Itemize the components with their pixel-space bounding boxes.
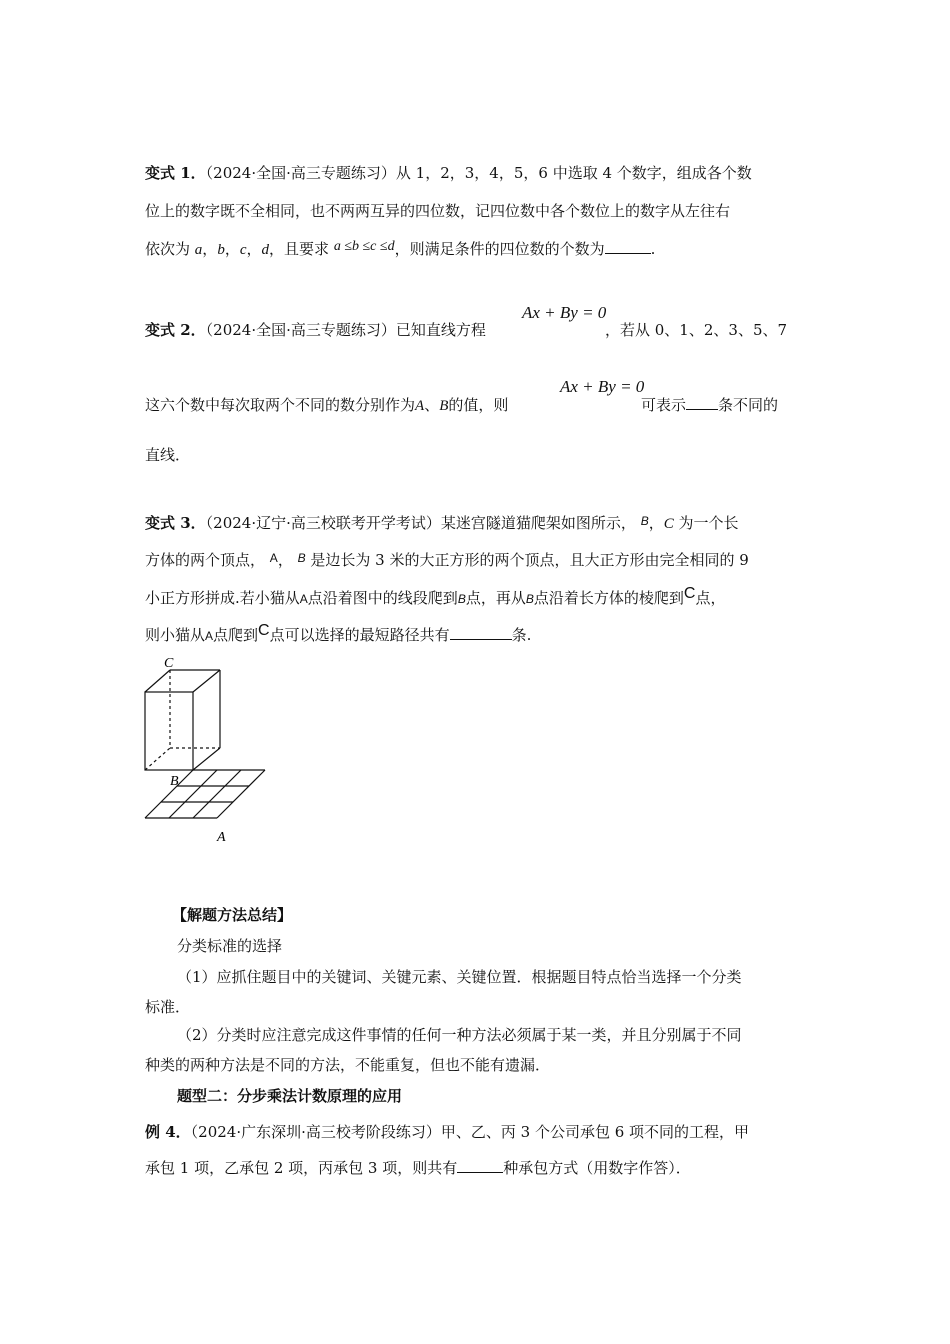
variant-3-line-1 — [145, 513, 739, 534]
variant-3-text: 则小猫从 — [145, 626, 206, 644]
sep: 、 — [424, 396, 440, 414]
example-4-line-1 — [145, 1122, 749, 1142]
point-C: C — [683, 585, 696, 602]
variant-2-source: （2024·全国·高三专题练习） — [205, 321, 396, 339]
section-heading: 题型二：分步乘法计数原理的应用 — [177, 1087, 403, 1105]
answer-blank[interactable] — [450, 625, 512, 640]
point-A: A — [299, 592, 308, 606]
equation-1: Ax + By = 0 — [522, 303, 607, 322]
point-C: C — [663, 516, 674, 532]
sep: ， — [246, 240, 262, 258]
variant-1-text: 从 1，2，3，4，5，6 中选取 4 个数字，组成各个数 — [395, 164, 752, 182]
point-A: A — [205, 629, 214, 643]
variant-1-line-2 — [145, 201, 730, 221]
point-B: B — [640, 514, 649, 528]
variant-2-text: 这六个数中每次取两个不同的数分别作为 — [145, 396, 416, 414]
variant-2-line-2b — [641, 395, 778, 415]
variant-3-text: 点沿着长方体的棱爬到 — [533, 589, 684, 607]
variant-3-text: 方体的两个顶点， — [145, 551, 266, 569]
maze-figure — [130, 650, 280, 850]
variant-3-line-4 — [145, 622, 532, 646]
variant-2-text: 直线． — [145, 446, 191, 464]
variant-2-text: 的值，则 — [448, 396, 509, 414]
variant-3-text: 小正方形拼成.若小猫从 — [145, 589, 300, 607]
variant-3-text: 是边长为 3 米的大正方形的两个顶点，且大正方形由完全相同的 9 — [310, 551, 749, 569]
point-C: C — [258, 622, 270, 639]
var-b: b — [217, 242, 225, 258]
summary-subheading: 分类标准的选择 — [177, 937, 283, 955]
answer-blank[interactable] — [686, 395, 718, 410]
variant-1-line-3 — [145, 239, 655, 261]
variant-2-line-3 — [145, 445, 190, 465]
sep: ， — [277, 551, 293, 569]
label-B: B — [170, 774, 179, 789]
variant-1-source: （2024·全国·高三专题练习） — [205, 164, 396, 182]
var-d: d — [261, 242, 270, 258]
variant-2-text: 条不同的 — [718, 396, 779, 414]
variant-3-line-3 — [145, 585, 726, 609]
variant-1-text: 依次为 — [145, 240, 191, 258]
point-B: B — [297, 551, 306, 565]
variant-2-line-2 — [145, 395, 508, 416]
summary-point-2-cont: 种类的两种方法是不同的方法，不能重复，但也不能有遗漏． — [145, 1056, 551, 1074]
example-4-text: 承包 1 项，乙承包 2 项，丙承包 3 项，则共有 — [145, 1159, 458, 1177]
variant-3-text: 点沿着图中的线段爬到 — [307, 589, 458, 607]
answer-blank[interactable] — [457, 1158, 503, 1173]
variant-3-text: 某迷宫隧道猫爬架如图所示， — [440, 514, 636, 532]
point-B: B — [457, 592, 466, 606]
sep: ， — [224, 240, 240, 258]
point-B: B — [525, 592, 534, 606]
variant-3-text: 点，再从 — [465, 589, 526, 607]
summary-point-2: （2）分类时应注意完成这件事情的任何一种方法必须属于某一类，并且分别属于不同 — [177, 1026, 742, 1044]
variant-2-line-1b — [605, 320, 787, 340]
variant-3-text: 点， — [695, 589, 726, 607]
variant-1-line-1 — [145, 163, 752, 183]
variant-2-text: 已知直线方程 — [395, 321, 486, 339]
variant-1-text: ，且要求 — [269, 240, 330, 258]
box-front-face — [145, 692, 193, 770]
label-A: A — [217, 830, 226, 845]
var-A: A — [415, 398, 425, 414]
sep: ， — [202, 240, 218, 258]
inequality: a ≤b ≤c ≤d — [333, 239, 395, 254]
variant-3-text: 为一个长 — [678, 514, 739, 532]
example-4-line-2 — [145, 1158, 691, 1178]
summary-point-1-cont: 标准． — [145, 998, 191, 1016]
grid-square — [145, 770, 265, 818]
sep: ， — [648, 514, 664, 532]
example-4-label: 例 4． — [145, 1123, 191, 1141]
example-4-text: 甲、乙、丙 3 个公司承包 6 项不同的工程，甲 — [440, 1123, 750, 1141]
label-C: C — [164, 656, 174, 671]
variant-2-label: 变式 2． — [145, 321, 206, 339]
summary-point-1: （1）应抓住题目中的关键词、关键元素、关键位置．根据题目特点恰当选择一个分类 — [177, 968, 742, 986]
var-B: B — [439, 398, 449, 414]
variant-1-text: ，则满足条件的四位数的个数为 — [394, 240, 605, 258]
variant-3-text: 点可以选择的最短路径共有 — [269, 626, 450, 644]
example-4-text: 种承包方式（用数字作答）． — [503, 1159, 691, 1177]
variant-2-line-1 — [145, 320, 486, 340]
variant-1-label: 变式 1． — [145, 164, 206, 182]
variant-2-text: 可表示 — [641, 396, 687, 414]
answer-blank[interactable] — [605, 239, 651, 254]
variant-1-text: 位上的数字既不全相同，也不两两互异的四位数，记四位数中各个数位上的数字从左往右 — [145, 202, 731, 220]
equation-2: Ax + By = 0 — [560, 377, 645, 396]
variant-3-line-2 — [145, 550, 749, 571]
variant-2-text: ，若从 0、1、2、3、5、7 — [605, 321, 788, 339]
variant-3-source: （2024·辽宁·高三校联考开学考试） — [205, 514, 441, 532]
example-4-source: （2024·广东深圳·高三校考阶段练习） — [190, 1123, 441, 1141]
summary-heading: 【解题方法总结】 — [172, 906, 293, 924]
variant-3-text: 条. — [511, 626, 532, 644]
var-c: c — [239, 242, 247, 258]
var-a: a — [194, 242, 203, 258]
period: . — [650, 240, 656, 258]
variant-3-text: 点爬到 — [213, 626, 259, 644]
variant-3-label: 变式 3． — [145, 514, 206, 532]
point-A: A — [269, 551, 278, 565]
